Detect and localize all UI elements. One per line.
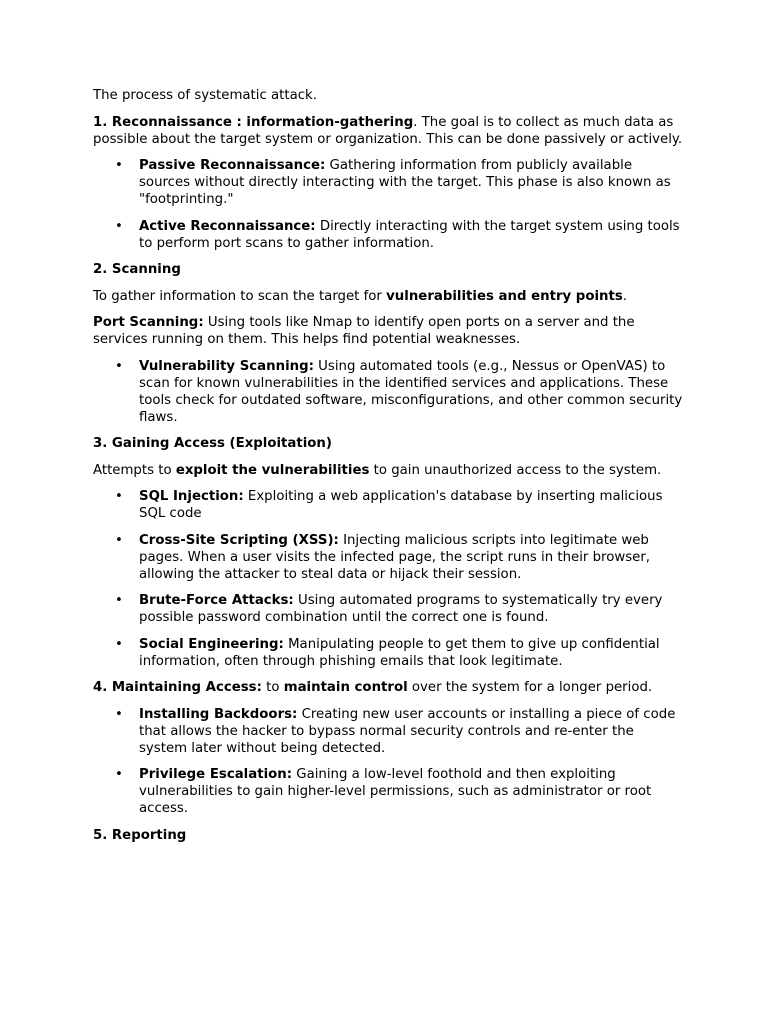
item-term: Social Engineering: bbox=[139, 636, 284, 652]
item-term: Installing Backdoors: bbox=[139, 706, 298, 722]
gaining-heading: 3. Gaining Access (Exploitation) bbox=[93, 436, 332, 451]
item-desc: Manipulating people to get them to give up confidential information, often through phishing emails that look legitimate. bbox=[139, 636, 660, 669]
document-page bbox=[93, 87, 683, 853]
item-desc: Gaining a low-level foothold and then exploiting vulnerabilities to gain higher-level permissions, such as administrator or root access. bbox=[139, 767, 652, 816]
list-item bbox=[93, 636, 683, 670]
recon-list bbox=[93, 157, 683, 252]
scanning-heading-paragraph bbox=[93, 261, 683, 278]
list-item bbox=[93, 706, 683, 757]
item-term: Active Reconnaissance: bbox=[139, 218, 316, 234]
list-item bbox=[93, 532, 683, 583]
scanning-intro-bold: vulnerabilities and entry points bbox=[386, 288, 623, 304]
gaining-heading-paragraph bbox=[93, 435, 683, 452]
reporting-heading-paragraph bbox=[93, 827, 683, 844]
bullet-icon: • bbox=[115, 158, 123, 173]
bullet-icon: • bbox=[115, 218, 123, 234]
recon-text: . The goal is to collect as much data as possible about the target system or organization. This can be done passively or actively. bbox=[93, 114, 683, 147]
recon-paragraph bbox=[93, 114, 683, 148]
port-scanning-term: Port Scanning: bbox=[93, 315, 204, 330]
port-scanning-desc: Using tools like Nmap to identify open ports on a server and the services running on them. This helps find potential weaknesses. bbox=[93, 315, 635, 347]
recon-heading: 1. Reconnaissance : information-gathering bbox=[93, 114, 414, 130]
item-term: Vulnerability Scanning: bbox=[139, 358, 314, 374]
item-desc: Using automated programs to systematically try every possible password combination until the correct one is found. bbox=[139, 593, 663, 625]
maintaining-heading: 4. Maintaining Access: bbox=[93, 680, 262, 695]
port-scanning-paragraph bbox=[93, 314, 683, 348]
item-term: Brute-Force Attacks: bbox=[139, 593, 294, 608]
list-item bbox=[93, 488, 683, 522]
list-item bbox=[93, 358, 683, 426]
bullet-icon: • bbox=[115, 593, 123, 608]
maintaining-text-post: over the system for a longer period. bbox=[407, 680, 653, 695]
scanning-list bbox=[93, 358, 683, 426]
scanning-intro-paragraph bbox=[93, 288, 683, 305]
intro-text: The process of systematic attack. bbox=[93, 88, 317, 103]
item-term: Privilege Escalation: bbox=[139, 767, 293, 782]
scanning-intro-pre: To gather information to scan the target for bbox=[93, 288, 387, 304]
item-desc: Creating new user accounts or installing a piece of code that allows the hacker to bypass normal security controls and re-enter the system later without being detected. bbox=[139, 706, 676, 756]
gaining-intro-post: to gain unauthorized access to the system. bbox=[369, 462, 662, 478]
item-term: SQL Injection: bbox=[139, 489, 244, 504]
bullet-icon: • bbox=[115, 636, 123, 652]
item-desc: Directly interacting with the target system using tools to perform port scans to gather information. bbox=[139, 218, 680, 251]
gaining-list bbox=[93, 488, 683, 670]
reporting-heading: 5. Reporting bbox=[93, 827, 187, 843]
list-item bbox=[93, 766, 683, 817]
list-item bbox=[93, 218, 683, 252]
maintaining-list bbox=[93, 706, 683, 818]
maintaining-text-pre: to bbox=[261, 680, 284, 695]
item-desc: Using automated tools (e.g., Nessus or OpenVAS) to scan for known vulnerabilities in the identified services and applications. These tools check for outdated software, misconfigurations, and other common security flaws. bbox=[139, 358, 683, 425]
bullet-icon: • bbox=[115, 767, 123, 782]
scanning-intro-post: . bbox=[622, 288, 627, 304]
maintaining-paragraph bbox=[93, 679, 683, 696]
bullet-icon: • bbox=[115, 489, 123, 504]
intro-paragraph bbox=[93, 87, 683, 104]
maintaining-text-bold: maintain control bbox=[283, 680, 408, 695]
bullet-icon: • bbox=[115, 532, 123, 548]
scanning-heading: 2. Scanning bbox=[93, 262, 181, 277]
gaining-intro-pre: Attempts to bbox=[93, 462, 176, 478]
item-desc: Injecting malicious scripts into legitimate web pages. When a user visits the infected page, the script runs in their browser, allowing the attacker to steal data or hijack their session. bbox=[139, 532, 651, 582]
list-item bbox=[93, 157, 683, 208]
item-term: Passive Reconnaissance: bbox=[139, 158, 326, 173]
item-desc: Gathering information from publicly available sources without directly interacting with the target. This phase is also known as "footprinting." bbox=[139, 158, 671, 207]
bullet-icon: • bbox=[115, 706, 123, 722]
bullet-icon: • bbox=[115, 358, 123, 374]
item-desc: Exploiting a web application's database by inserting malicious SQL code bbox=[139, 489, 663, 521]
list-item bbox=[93, 592, 683, 626]
item-term: Cross-Site Scripting (XSS): bbox=[139, 532, 339, 548]
gaining-intro-bold: exploit the vulnerabilities bbox=[175, 462, 370, 478]
gaining-intro-paragraph bbox=[93, 462, 683, 479]
